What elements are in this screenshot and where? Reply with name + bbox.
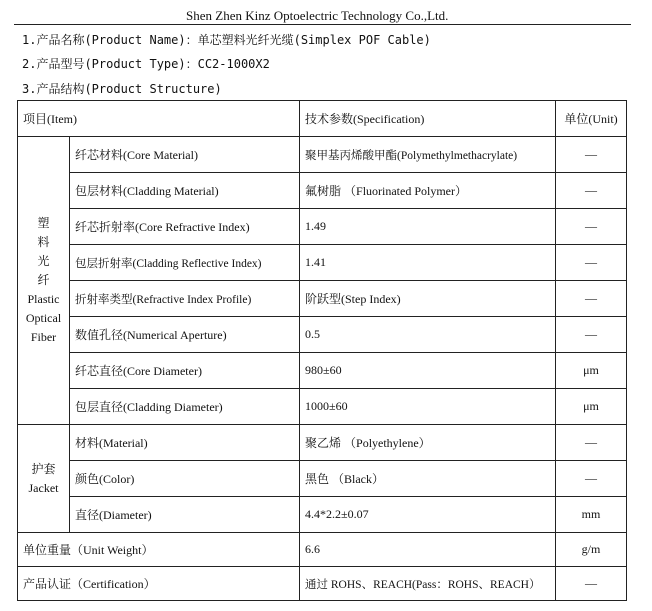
param-cell: 产品认证（Certification）	[18, 567, 300, 601]
group-label-cn: 护套	[31, 461, 56, 476]
header-spec: 技术参数(Specification)	[300, 101, 556, 137]
company-name: Shen Zhen Kinz Optoelectric Technology Co.,Ltd.	[186, 8, 449, 23]
group-label-jacket	[18, 425, 70, 533]
unit-cell: —	[556, 137, 627, 173]
param-cell: 单位重量（Unit Weight）	[18, 533, 300, 567]
unit-cell: —	[556, 317, 627, 353]
product-structure-line: 3.产品结构(Product Structure)	[22, 82, 222, 96]
group-label-en: Plastic Optical Fiber	[25, 292, 62, 344]
unit-cell: —	[556, 567, 627, 601]
spec-cell: 4.4*2.2±0.07	[300, 497, 556, 533]
unit-cell: —	[556, 425, 627, 461]
header-unit: 单位(Unit)	[556, 101, 627, 137]
table-row	[18, 389, 627, 425]
param-cell: 纤芯材料(Core Material)	[70, 137, 300, 173]
table-row	[18, 567, 627, 601]
header-rule	[14, 24, 631, 25]
unit-cell: —	[556, 173, 627, 209]
param-cell: 纤芯折射率(Core Refractive Index)	[70, 209, 300, 245]
unit-cell: mm	[556, 497, 627, 533]
unit-cell: —	[556, 461, 627, 497]
unit-cell: —	[556, 245, 627, 281]
spec-cell: 氟树脂 （Fluorinated Polymer）	[300, 173, 556, 209]
unit-cell: μm	[556, 389, 627, 425]
spec-cell: 阶跃型(Step Index)	[300, 281, 556, 317]
param-cell: 直径(Diameter)	[70, 497, 300, 533]
table-header-row	[18, 101, 627, 137]
spec-cell: 1.41	[300, 245, 556, 281]
spec-cell: 1000±60	[300, 389, 556, 425]
group-label-fiber	[18, 137, 70, 425]
spec-cell: 聚甲基丙烯酸甲酯(Polymethylmethacrylate)	[300, 137, 556, 173]
table-row	[18, 533, 627, 567]
product-type-line: 2.产品型号(Product Type)：CC2-1000X2	[22, 57, 270, 71]
unit-cell: μm	[556, 353, 627, 389]
spec-cell: 980±60	[300, 353, 556, 389]
table-row	[18, 173, 627, 209]
param-cell: 包层直径(Cladding Diameter)	[70, 389, 300, 425]
spec-cell: 1.49	[300, 209, 556, 245]
param-cell: 包层材料(Cladding Material)	[70, 173, 300, 209]
table-row	[18, 137, 627, 173]
table-row	[18, 497, 627, 533]
param-cell: 纤芯直径(Core Diameter)	[70, 353, 300, 389]
spec-cell: 0.5	[300, 317, 556, 353]
spec-cell: 黑色 （Black）	[300, 461, 556, 497]
param-cell: 颜色(Color)	[70, 461, 300, 497]
table-row	[18, 461, 627, 497]
table-row	[18, 209, 627, 245]
spec-cell: 通过 ROHS、REACH(Pass：ROHS、REACH）	[300, 567, 556, 601]
unit-cell: g/m	[556, 533, 627, 567]
table-row	[18, 425, 627, 461]
param-cell: 折射率类型(Refractive Index Profile)	[70, 281, 300, 317]
spec-table	[17, 100, 627, 601]
param-cell: 材料(Material)	[70, 425, 300, 461]
group-label-cn: 塑 料 光 纤	[37, 216, 50, 287]
table-row	[18, 353, 627, 389]
table-row	[18, 245, 627, 281]
unit-cell: —	[556, 209, 627, 245]
param-cell: 数值孔径(Numerical Aperture)	[70, 317, 300, 353]
group-label-en: Jacket	[28, 480, 59, 495]
spec-cell: 6.6	[300, 533, 556, 567]
table-row	[18, 317, 627, 353]
unit-cell: —	[556, 281, 627, 317]
product-name-line: 1.产品名称(Product Name)：单芯塑料光纤光缆(Simplex POF Cable)	[22, 33, 431, 47]
table-row	[18, 281, 627, 317]
spec-cell: 聚乙烯 （Polyethylene）	[300, 425, 556, 461]
param-cell: 包层折射率(Cladding Reflective Index)	[70, 245, 300, 281]
header-item: 项目(Item)	[18, 101, 300, 137]
